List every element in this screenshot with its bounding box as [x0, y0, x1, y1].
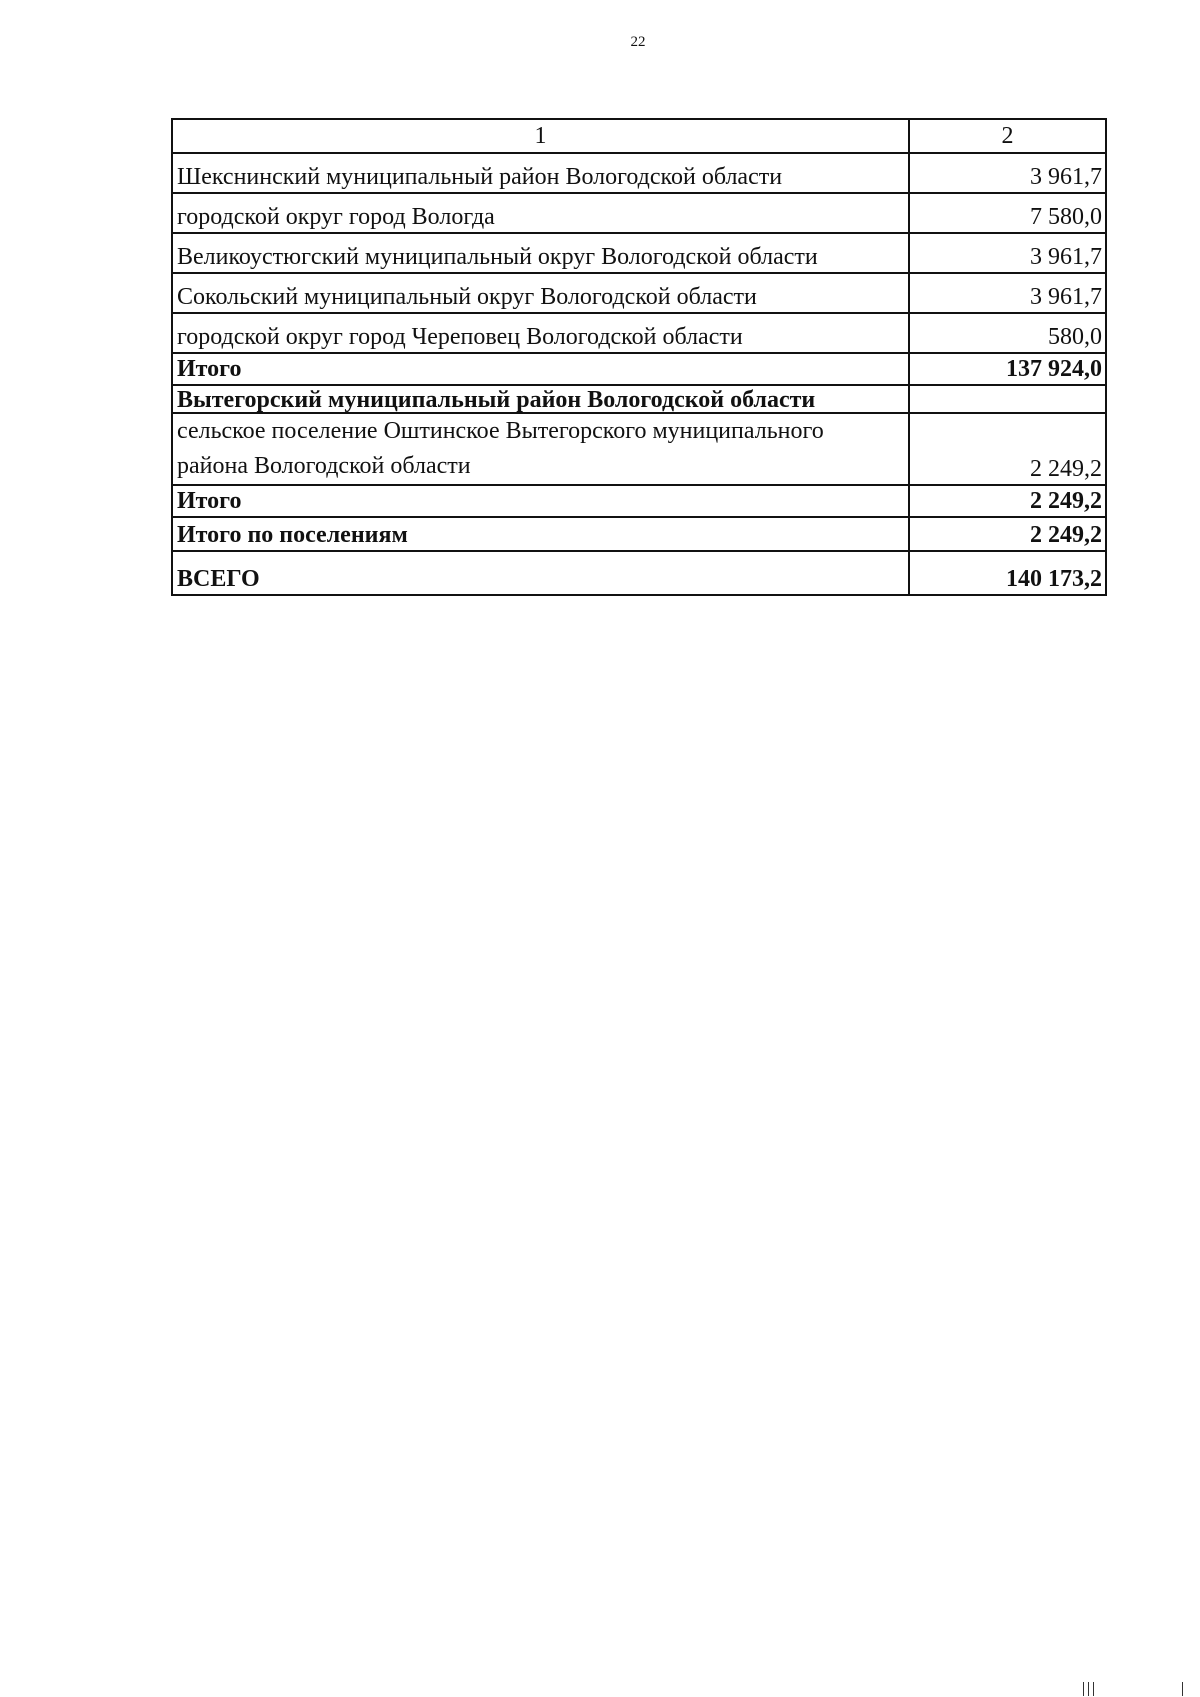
district-subtotal-row — [172, 485, 1106, 517]
settlements-total-value: 2 249,2 — [909, 517, 1106, 551]
grand-total-row — [172, 551, 1106, 595]
column-header-1: 1 — [172, 119, 909, 153]
row-value: 3 961,7 — [909, 153, 1106, 193]
settlement-value: 2 249,2 — [909, 413, 1106, 485]
district-heading-empty-cell — [909, 385, 1106, 413]
row-value: 3 961,7 — [909, 273, 1106, 313]
page-number: 22 — [630, 34, 646, 50]
scan-mark — [1093, 1682, 1094, 1696]
district-subtotal-value: 2 249,2 — [909, 485, 1106, 517]
grand-total-value: 140 173,2 — [909, 551, 1106, 595]
settlement-name-line-2: района Вологодской области — [177, 453, 471, 479]
table-header-row — [172, 119, 1106, 153]
row-name: Сокольский муниципальный округ Вологодской области — [172, 273, 909, 313]
district-heading-row — [172, 385, 1106, 413]
subtotal-value: 137 924,0 — [909, 353, 1106, 385]
table-row — [172, 233, 1106, 273]
column-header-2: 2 — [909, 119, 1106, 153]
subtotal-row — [172, 353, 1106, 385]
settlement-name-line-1: сельское поселение Оштинское Вытегорского муниципального — [177, 418, 824, 444]
scan-mark — [1088, 1682, 1089, 1696]
table-row — [172, 273, 1106, 313]
district-heading: Вытегорский муниципальный район Вологодской области — [172, 385, 909, 413]
row-value: 3 961,7 — [909, 233, 1106, 273]
grand-total-label: ВСЕГО — [172, 551, 909, 595]
budget-table — [171, 118, 1107, 596]
row-name: городской округ город Череповец Вологодской области — [172, 313, 909, 353]
table-row — [172, 193, 1106, 233]
scan-mark — [1182, 1682, 1183, 1696]
settlement-name — [172, 413, 909, 485]
district-subtotal-label: Итого — [172, 485, 909, 517]
subtotal-label: Итого — [172, 353, 909, 385]
row-name: городской округ город Вологда — [172, 193, 909, 233]
table-row — [172, 313, 1106, 353]
row-name: Шекснинский муниципальный район Вологодской области — [172, 153, 909, 193]
settlements-total-row — [172, 517, 1106, 551]
scan-mark — [1083, 1682, 1084, 1696]
row-name: Великоустюгский муниципальный округ Вологодской области — [172, 233, 909, 273]
settlements-total-label: Итого по поселениям — [172, 517, 909, 551]
table-row — [172, 153, 1106, 193]
settlement-row — [172, 413, 1106, 485]
row-value: 7 580,0 — [909, 193, 1106, 233]
row-value: 580,0 — [909, 313, 1106, 353]
